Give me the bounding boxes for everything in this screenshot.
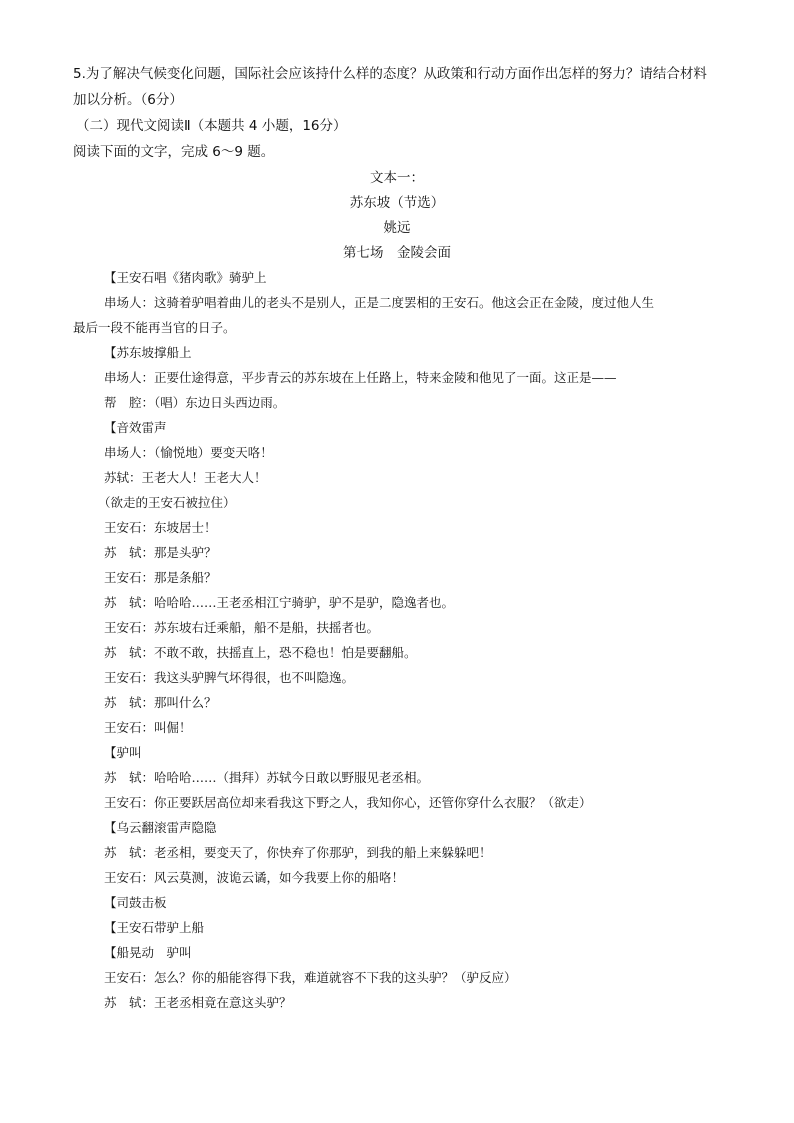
script-line: 苏 轼：不敢不敢，扶摇直上，恐不稳也！怕是要翻船。 [104, 645, 417, 660]
script-line: 王安石：怎么？你的船能容得下我，难道就容不下我的这头驴？（驴反应） [104, 970, 517, 985]
script-line: 串场人：正要仕途得意，平步青云的苏东坡在上任路上，特来金陵和他见了一面。这正是—— [104, 370, 617, 385]
script-line: 串场人：这骑着驴唱着曲儿的老头不是别人，正是二度罢相的王安石。他这会正在金陵，度过他人生 [104, 295, 655, 310]
text-label: 文本一： [370, 170, 424, 186]
script-line: 苏 轼：哈哈哈……王老丞相江宁骑驴，驴不是驴，隐逸者也。 [104, 595, 455, 610]
stage-direction: 【王安石唱《猪肉歌》骑驴上 [104, 270, 267, 285]
script-line: 串场人：（愉悦地）要变天咯！ [104, 445, 273, 460]
author-name: 姚远 [383, 220, 411, 236]
script-line: 王安石：苏东坡右迁乘船，船不是船，扶摇者也。 [104, 620, 380, 635]
script-line: 苏 轼：那是头驴？ [104, 545, 217, 560]
script-line: 苏 轼：老丞相，要变天了，你快弃了你那驴，到我的船上来躲躲吧！ [104, 845, 492, 860]
script-line: 王安石：我这头驴脾气坏得很，也不叫隐逸。 [104, 670, 355, 685]
script-line: 王安石：你正要跃居高位却来看我这下野之人，我知你心，还管你穿什么衣服？（欲走） [104, 795, 592, 810]
work-title: 苏东坡（节选） [349, 195, 445, 211]
stage-direction: 【苏东坡撑船上 [104, 345, 192, 360]
stage-direction: 【司鼓击板 [104, 895, 167, 910]
script-line: 王安石：那是条船？ [104, 570, 217, 585]
script-line: 苏 轼：王老丞相竟在意这头驴？ [104, 995, 292, 1010]
stage-direction: 【王安石带驴上船 [104, 920, 205, 935]
script-line: 王安石：东坡居士！ [104, 520, 217, 535]
script-line: 苏 轼：哈哈哈……（揖拜）苏轼今日敢以野服见老丞相。 [104, 770, 430, 785]
question-5-line-1: 5.为了解决气候变化问题，国际社会应该持什么样的态度？从政策和行动方面作出怎样的努力？请结合材料 [73, 66, 707, 82]
script-line: 王安石：风云莫测，波诡云谲，如今我要上你的船咯！ [104, 870, 405, 885]
script-line: 苏轼：王老大人！王老大人！ [104, 470, 267, 485]
stage-direction: 【音效雷声 [104, 420, 167, 435]
stage-direction: （欲走的王安石被拉住） [98, 495, 236, 510]
scene-title: 第七场 金陵会面 [343, 245, 451, 261]
stage-direction: 【乌云翻滚雷声隐隐 [104, 820, 217, 835]
question-5-line-2: 加以分析。（6分） [73, 92, 183, 108]
stage-direction: 【驴叫 [104, 745, 142, 760]
script-line: 苏 轼：那叫什么？ [104, 695, 217, 710]
stage-direction: 【船晃动 驴叫 [104, 945, 192, 960]
section-heading: （二）现代文阅读Ⅱ（本题共 4 小题，16分） [76, 118, 347, 134]
script-line: 帮 腔：（唱）东边日头西边雨。 [104, 395, 286, 410]
reading-instruction: 阅读下面的文字，完成 6～9 题。 [73, 144, 275, 160]
script-line-continuation: 最后一段不能再当官的日子。 [73, 320, 236, 335]
script-line: 王安石：叫倔！ [104, 720, 192, 735]
